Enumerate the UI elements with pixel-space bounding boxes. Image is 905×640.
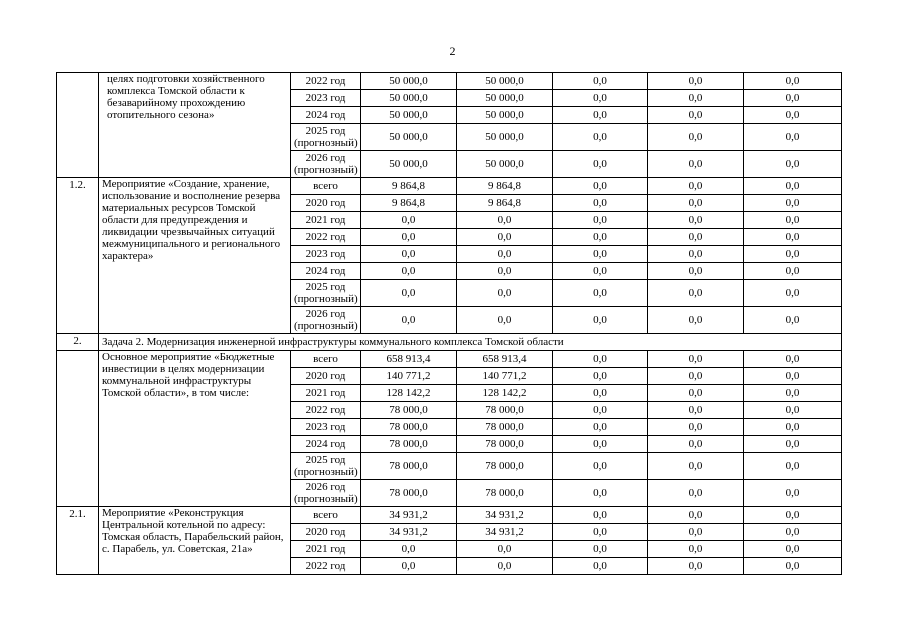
amount-cell: 34 931,2 <box>457 507 553 524</box>
year-label: 2024 год <box>291 436 361 453</box>
amount-cell: 128 142,2 <box>361 385 457 402</box>
amount-cell: 0,0 <box>648 263 744 280</box>
year-label: 2026 год (прогнозный) <box>291 151 361 178</box>
amount-cell: 0,0 <box>744 195 842 212</box>
amount-cell: 34 931,2 <box>361 507 457 524</box>
row-number <box>57 73 99 178</box>
amount-cell: 0,0 <box>457 307 553 334</box>
amount-cell: 0,0 <box>553 419 648 436</box>
amount-cell: 0,0 <box>553 178 648 195</box>
year-label: 2025 год (прогнозный) <box>291 124 361 151</box>
amount-cell: 0,0 <box>553 453 648 480</box>
year-label: 2022 год <box>291 558 361 575</box>
year-label: 2025 год (прогнозный) <box>291 453 361 480</box>
amount-cell: 0,0 <box>648 453 744 480</box>
amount-cell: 0,0 <box>553 558 648 575</box>
amount-cell: 0,0 <box>744 385 842 402</box>
year-label: 2020 год <box>291 524 361 541</box>
amount-cell: 0,0 <box>648 212 744 229</box>
year-label: 2020 год <box>291 195 361 212</box>
amount-cell: 0,0 <box>744 436 842 453</box>
amount-cell: 0,0 <box>744 280 842 307</box>
amount-cell: 0,0 <box>744 402 842 419</box>
amount-cell: 0,0 <box>553 368 648 385</box>
amount-cell: 0,0 <box>361 307 457 334</box>
amount-cell: 0,0 <box>553 351 648 368</box>
amount-cell: 140 771,2 <box>361 368 457 385</box>
amount-cell: 0,0 <box>553 73 648 90</box>
amount-cell: 0,0 <box>553 229 648 246</box>
amount-cell: 0,0 <box>553 385 648 402</box>
amount-cell: 50 000,0 <box>457 90 553 107</box>
amount-cell: 34 931,2 <box>361 524 457 541</box>
amount-cell: 34 931,2 <box>457 524 553 541</box>
amount-cell: 0,0 <box>744 107 842 124</box>
amount-cell: 0,0 <box>648 524 744 541</box>
budget-table <box>56 72 842 575</box>
row-number: 1.2. <box>57 178 99 334</box>
amount-cell: 0,0 <box>744 263 842 280</box>
amount-cell: 140 771,2 <box>457 368 553 385</box>
amount-cell: 0,0 <box>457 280 553 307</box>
amount-cell: 0,0 <box>361 246 457 263</box>
amount-cell: 0,0 <box>648 151 744 178</box>
amount-cell: 0,0 <box>457 263 553 280</box>
amount-cell: 0,0 <box>361 263 457 280</box>
amount-cell: 0,0 <box>457 246 553 263</box>
amount-cell: 0,0 <box>553 480 648 507</box>
amount-cell: 0,0 <box>648 480 744 507</box>
year-label: 2020 год <box>291 368 361 385</box>
amount-cell: 0,0 <box>457 229 553 246</box>
task-title: Задача 2. Модернизация инженерной инфраструктуры коммунального комплекса Томской области <box>99 334 842 351</box>
amount-cell: 0,0 <box>648 90 744 107</box>
amount-cell: 0,0 <box>744 368 842 385</box>
amount-cell: 0,0 <box>744 419 842 436</box>
amount-cell: 78 000,0 <box>361 419 457 436</box>
amount-cell: 0,0 <box>553 524 648 541</box>
amount-cell: 0,0 <box>744 307 842 334</box>
amount-cell: 0,0 <box>744 246 842 263</box>
year-label: всего <box>291 507 361 524</box>
amount-cell: 0,0 <box>744 524 842 541</box>
amount-cell: 9 864,8 <box>361 195 457 212</box>
amount-cell: 0,0 <box>553 246 648 263</box>
amount-cell: 0,0 <box>648 419 744 436</box>
amount-cell: 0,0 <box>744 178 842 195</box>
amount-cell: 0,0 <box>553 212 648 229</box>
amount-cell: 9 864,8 <box>361 178 457 195</box>
amount-cell: 78 000,0 <box>361 436 457 453</box>
amount-cell: 0,0 <box>648 107 744 124</box>
year-label: 2026 год (прогнозный) <box>291 480 361 507</box>
amount-cell: 78 000,0 <box>457 480 553 507</box>
year-label: 2023 год <box>291 90 361 107</box>
amount-cell: 0,0 <box>648 195 744 212</box>
page-number: 2 <box>449 44 456 58</box>
year-label: 2024 год <box>291 107 361 124</box>
amount-cell: 0,0 <box>648 507 744 524</box>
amount-cell: 78 000,0 <box>457 436 553 453</box>
amount-cell: 0,0 <box>553 280 648 307</box>
amount-cell: 658 913,4 <box>361 351 457 368</box>
amount-cell: 0,0 <box>553 307 648 334</box>
amount-cell: 0,0 <box>648 73 744 90</box>
amount-cell: 9 864,8 <box>457 178 553 195</box>
amount-cell: 50 000,0 <box>361 90 457 107</box>
amount-cell: 0,0 <box>648 280 744 307</box>
amount-cell: 0,0 <box>744 558 842 575</box>
amount-cell: 50 000,0 <box>361 124 457 151</box>
amount-cell: 0,0 <box>553 124 648 151</box>
amount-cell: 658 913,4 <box>457 351 553 368</box>
table-row <box>57 507 842 524</box>
amount-cell: 0,0 <box>648 558 744 575</box>
amount-cell: 0,0 <box>457 212 553 229</box>
amount-cell: 0,0 <box>457 541 553 558</box>
year-label: 2021 год <box>291 541 361 558</box>
measure-description: Мероприятие «Реконструкция Центральной котельной по адресу: Томская область, Парабельский район, с. Парабель, ул. Советская, 21а» <box>99 507 291 575</box>
amount-cell: 0,0 <box>648 351 744 368</box>
amount-cell: 0,0 <box>553 402 648 419</box>
table-body <box>57 73 842 575</box>
amount-cell: 50 000,0 <box>457 107 553 124</box>
amount-cell: 0,0 <box>744 351 842 368</box>
amount-cell: 0,0 <box>744 124 842 151</box>
amount-cell: 0,0 <box>553 507 648 524</box>
amount-cell: 9 864,8 <box>457 195 553 212</box>
amount-cell: 0,0 <box>457 558 553 575</box>
amount-cell: 50 000,0 <box>361 107 457 124</box>
amount-cell: 0,0 <box>744 453 842 480</box>
amount-cell: 0,0 <box>648 436 744 453</box>
amount-cell: 0,0 <box>648 368 744 385</box>
year-label: 2022 год <box>291 229 361 246</box>
year-label: 2023 год <box>291 246 361 263</box>
amount-cell: 0,0 <box>648 541 744 558</box>
amount-cell: 50 000,0 <box>457 124 553 151</box>
amount-cell: 78 000,0 <box>361 480 457 507</box>
amount-cell: 0,0 <box>553 541 648 558</box>
year-label: 2023 год <box>291 419 361 436</box>
amount-cell: 0,0 <box>744 73 842 90</box>
amount-cell: 0,0 <box>648 178 744 195</box>
amount-cell: 50 000,0 <box>457 73 553 90</box>
amount-cell: 0,0 <box>744 229 842 246</box>
amount-cell: 0,0 <box>648 246 744 263</box>
amount-cell: 0,0 <box>744 212 842 229</box>
amount-cell: 0,0 <box>648 307 744 334</box>
year-label: 2024 год <box>291 263 361 280</box>
amount-cell: 0,0 <box>648 229 744 246</box>
amount-cell: 0,0 <box>744 507 842 524</box>
year-label: всего <box>291 178 361 195</box>
row-number <box>57 351 99 507</box>
measure-description: Основное мероприятие «Бюджетные инвестиции в целях модернизации коммунальной инфраструктуры Томской области», в том числе: <box>99 351 291 507</box>
amount-cell: 78 000,0 <box>361 402 457 419</box>
row-number: 2.1. <box>57 507 99 575</box>
amount-cell: 50 000,0 <box>361 151 457 178</box>
year-label: 2026 год (прогнозный) <box>291 307 361 334</box>
amount-cell: 0,0 <box>553 107 648 124</box>
amount-cell: 0,0 <box>553 263 648 280</box>
amount-cell: 0,0 <box>361 229 457 246</box>
amount-cell: 0,0 <box>648 385 744 402</box>
table-row <box>57 178 842 195</box>
table-row <box>57 351 842 368</box>
amount-cell: 0,0 <box>744 480 842 507</box>
amount-cell: 0,0 <box>744 151 842 178</box>
amount-cell: 0,0 <box>361 280 457 307</box>
amount-cell: 0,0 <box>361 558 457 575</box>
year-label: 2022 год <box>291 73 361 90</box>
year-label: всего <box>291 351 361 368</box>
amount-cell: 0,0 <box>553 195 648 212</box>
amount-cell: 78 000,0 <box>361 453 457 480</box>
year-label: 2025 год (прогнозный) <box>291 280 361 307</box>
measure-description: Мероприятие «Создание, хранение, использование и восполнение резерва материальных ресурсов Томской области для предупреждения и ликвидации чрезвычайных ситуаций межмуниципального и регионального характера» <box>99 178 291 334</box>
year-label: 2021 год <box>291 385 361 402</box>
amount-cell: 0,0 <box>648 124 744 151</box>
amount-cell: 0,0 <box>744 541 842 558</box>
amount-cell: 0,0 <box>648 402 744 419</box>
amount-cell: 0,0 <box>361 541 457 558</box>
amount-cell: 0,0 <box>553 436 648 453</box>
amount-cell: 78 000,0 <box>457 402 553 419</box>
measure-description: целях подготовки хозяйственного комплекса Томской области к безаварийному прохождению отопительного сезона» <box>99 73 291 178</box>
amount-cell: 78 000,0 <box>457 419 553 436</box>
task-row <box>57 334 842 351</box>
table-row <box>57 73 842 90</box>
amount-cell: 0,0 <box>553 90 648 107</box>
amount-cell: 50 000,0 <box>361 73 457 90</box>
year-label: 2022 год <box>291 402 361 419</box>
amount-cell: 128 142,2 <box>457 385 553 402</box>
row-number: 2. <box>57 334 99 351</box>
year-label: 2021 год <box>291 212 361 229</box>
amount-cell: 0,0 <box>553 151 648 178</box>
amount-cell: 50 000,0 <box>457 151 553 178</box>
amount-cell: 0,0 <box>744 90 842 107</box>
amount-cell: 0,0 <box>361 212 457 229</box>
amount-cell: 78 000,0 <box>457 453 553 480</box>
